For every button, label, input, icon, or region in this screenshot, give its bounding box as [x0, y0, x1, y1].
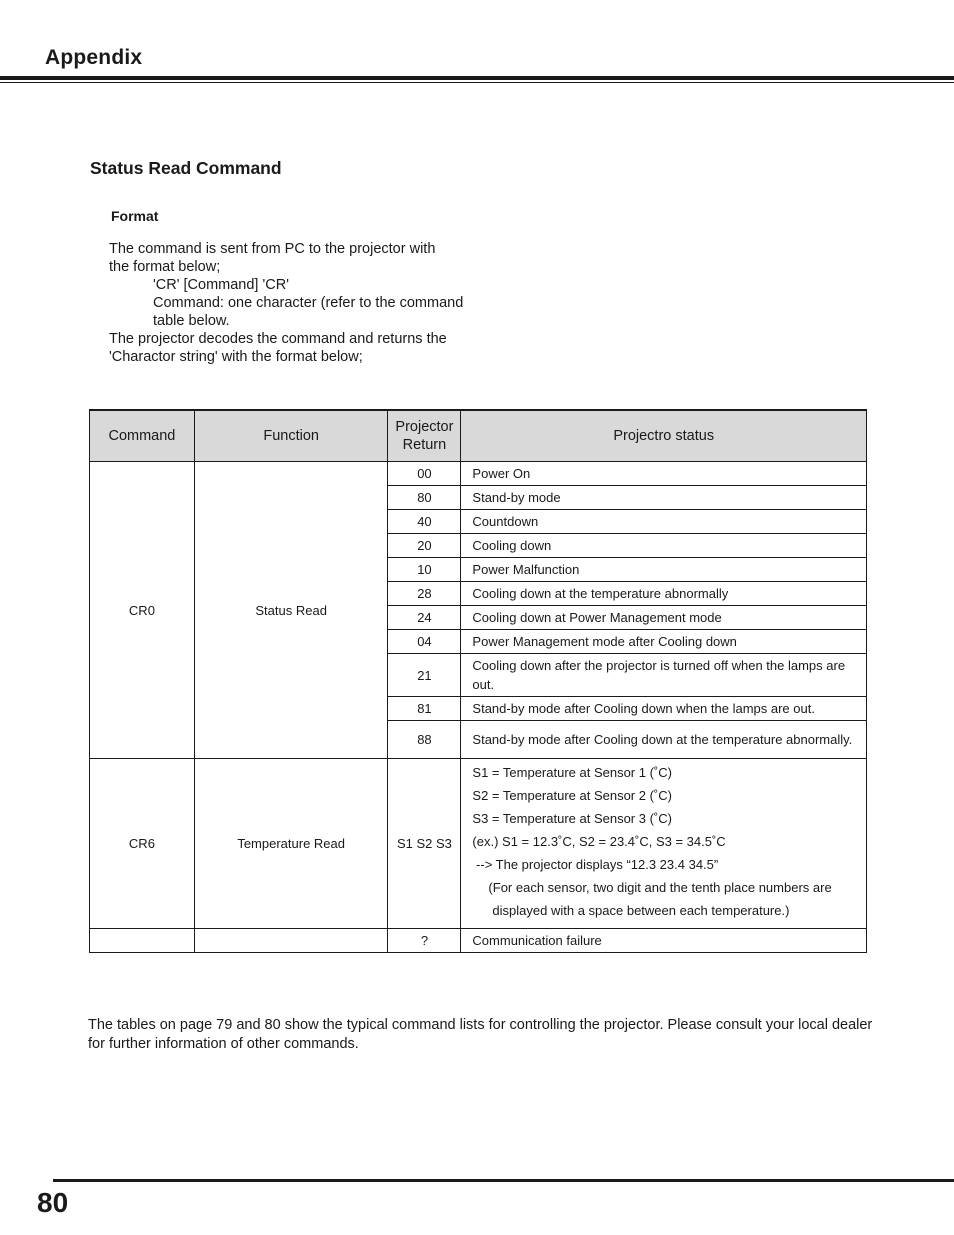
temperature-line: S2 = Temperature at Sensor 2 (˚C) [472, 788, 672, 803]
table-row [90, 929, 867, 953]
command-cell: CR6 [90, 759, 195, 929]
format-line: The command is sent from PC to the projector with [109, 241, 436, 257]
format-line: 'Charactor string' with the format below; [109, 349, 363, 365]
status-text: Countdown [461, 510, 867, 534]
return-code: 10 [388, 558, 461, 582]
temperature-note: (For each sensor, two digit and the tenth place numbers are [488, 880, 832, 895]
status-text: Cooling down after the projector is turned off when the lamps are out. [461, 654, 867, 697]
temperature-line: (ex.) S1 = 12.3˚C, S2 = 23.4˚C, S3 = 34.5˚C [472, 834, 726, 849]
header-title: Appendix [45, 46, 143, 69]
format-line: the format below; [109, 259, 221, 275]
format-line: table below. [153, 313, 230, 329]
temperature-status [461, 759, 867, 929]
empty-cell [90, 929, 195, 953]
return-code: ? [388, 929, 461, 953]
temperature-line: --> The projector displays “12.3 23.4 34.5” [472, 857, 719, 872]
table-header-row [90, 410, 867, 462]
header-rule [0, 76, 954, 80]
format-subtitle: Format [111, 208, 159, 224]
return-code: 04 [388, 630, 461, 654]
return-code: 24 [388, 606, 461, 630]
temperature-line: S3 = Temperature at Sensor 3 (˚C) [472, 811, 672, 826]
footer-note: The tables on page 79 and 80 show the typical command lists for controlling the projector. Please consult your local dealer for further information of other commands. [88, 1017, 873, 1052]
header-command: Command [90, 410, 195, 462]
command-table [89, 409, 867, 953]
status-text: Cooling down at Power Management mode [461, 606, 867, 630]
footer-rule [53, 1179, 954, 1182]
return-code: 88 [388, 721, 461, 759]
status-text: Stand-by mode after Cooling down when the lamps are out. [461, 697, 867, 721]
header-rule-thin [0, 82, 954, 83]
status-text: Power Management mode after Cooling down [461, 630, 867, 654]
section-title: Status Read Command [90, 158, 282, 178]
empty-cell [194, 929, 388, 953]
return-code: 81 [388, 697, 461, 721]
format-line: 'CR' [Command] 'CR' [153, 277, 289, 293]
return-code: 40 [388, 510, 461, 534]
status-text: Power On [461, 462, 867, 486]
header-projector-status: Projectro status [461, 410, 867, 462]
return-code: S1 S2 S3 [388, 759, 461, 929]
status-text: Stand-by mode [461, 486, 867, 510]
function-cell: Status Read [194, 462, 388, 759]
format-line: The projector decodes the command and returns the [109, 331, 447, 347]
format-description [109, 240, 509, 366]
table-row [90, 759, 867, 929]
header-function: Function [194, 410, 388, 462]
page-number: 80 [37, 1187, 69, 1218]
return-code: 20 [388, 534, 461, 558]
temperature-line: S1 = Temperature at Sensor 1 (˚C) [472, 765, 672, 780]
status-text: Communication failure [461, 929, 867, 953]
command-cell: CR0 [90, 462, 195, 759]
status-text: Cooling down at the temperature abnormally [461, 582, 867, 606]
header-projector-return: Projector Return [388, 410, 461, 462]
return-code: 28 [388, 582, 461, 606]
return-code: 21 [388, 654, 461, 697]
format-line: Command: one character (refer to the command [153, 295, 464, 311]
status-text: Power Malfunction [461, 558, 867, 582]
function-cell: Temperature Read [194, 759, 388, 929]
status-text: Cooling down [461, 534, 867, 558]
status-text: Stand-by mode after Cooling down at the temperature abnormally. [461, 721, 867, 759]
return-code: 80 [388, 486, 461, 510]
table-row [90, 462, 867, 486]
return-code: 00 [388, 462, 461, 486]
temperature-note: displayed with a space between each temperature.) [492, 903, 790, 918]
